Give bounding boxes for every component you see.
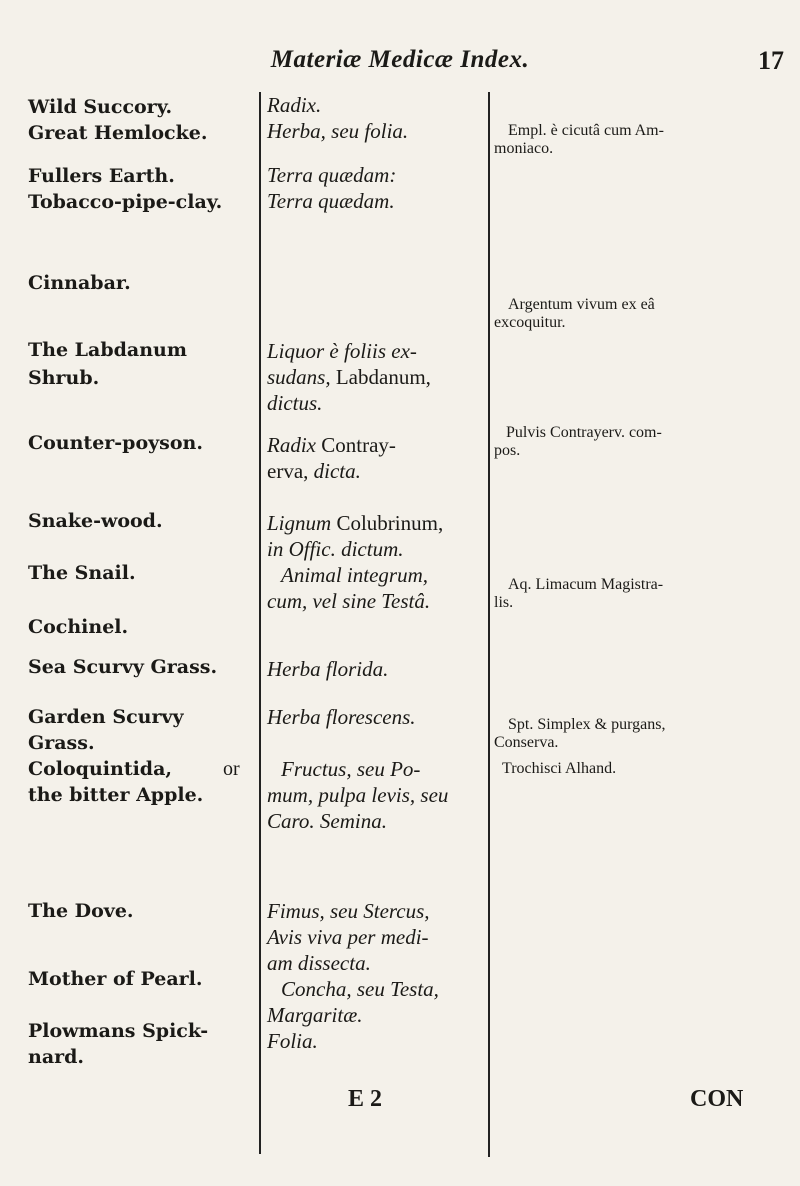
english-name-or: or bbox=[223, 758, 240, 780]
preparation: moniaco. bbox=[494, 140, 554, 157]
preparation: Aq. Limacum Magistra- bbox=[508, 576, 664, 593]
latin-description-line bbox=[267, 432, 487, 458]
english-name: Cochinel. bbox=[28, 616, 129, 638]
english-name: Sea Scurvy Grass. bbox=[28, 656, 218, 678]
latin-description: in Offic. dictum. bbox=[267, 537, 404, 561]
latin-description: Radix. bbox=[267, 93, 322, 117]
english-name: Tobacco-pipe-clay. bbox=[28, 191, 223, 213]
latin-description: Terra quædam: bbox=[267, 163, 397, 187]
latin-description: Herba florescens. bbox=[267, 705, 416, 729]
english-name: The Snail. bbox=[28, 562, 136, 584]
preparation: Trochisci Alhand. bbox=[502, 760, 617, 777]
english-name: Garden Scurvy bbox=[28, 706, 184, 728]
english-name: The Labdanum bbox=[28, 339, 187, 361]
roman-word: erva, bbox=[267, 459, 309, 483]
english-name: Fullers Earth. bbox=[28, 165, 175, 187]
latin-word: Radix bbox=[267, 433, 316, 457]
preparation: Spt. Simplex & purgans, bbox=[508, 716, 666, 733]
english-name: The Dove. bbox=[28, 900, 134, 922]
latin-description: Margaritæ. bbox=[267, 1003, 363, 1027]
latin-description-line bbox=[267, 510, 487, 536]
roman-word: Labdanum, bbox=[335, 365, 431, 389]
preparation: Pulvis Contrayerv. com- bbox=[506, 424, 662, 441]
latin-description: Animal integrum, bbox=[281, 563, 428, 587]
english-name: Snake-wood. bbox=[28, 510, 163, 532]
english-name: Coloquintida, bbox=[28, 758, 173, 780]
latin-description-line bbox=[267, 458, 487, 484]
english-name: Mother of Pearl. bbox=[28, 968, 203, 990]
english-name: Cinnabar. bbox=[28, 272, 131, 294]
preparation: excoquitur. bbox=[494, 314, 566, 331]
roman-word: Contray- bbox=[321, 433, 396, 457]
english-name: Plowmans Spick- bbox=[28, 1020, 209, 1042]
latin-description: Folia. bbox=[267, 1029, 318, 1053]
english-name: Great Hemlocke. bbox=[28, 122, 208, 144]
latin-word: Lignum bbox=[267, 511, 332, 535]
latin-description: Avis viva per medi- bbox=[267, 925, 429, 949]
english-name: Wild Succory. bbox=[28, 96, 173, 118]
english-name: nard. bbox=[28, 1046, 85, 1068]
latin-description: Herba florida. bbox=[267, 657, 389, 681]
preparation: Conserva. bbox=[494, 734, 559, 751]
english-name: the bitter Apple. bbox=[28, 784, 204, 806]
page-header-title: Materiæ Medicæ Index. bbox=[270, 46, 530, 73]
latin-description: Fructus, seu Po- bbox=[281, 757, 421, 781]
latin-description: am dissecta. bbox=[267, 951, 371, 975]
latin-description: mum, pulpa levis, seu bbox=[267, 783, 449, 807]
english-name: Counter-poyson. bbox=[28, 432, 203, 454]
latin-word: sudans, bbox=[267, 365, 331, 389]
latin-description: Herba, seu folia. bbox=[267, 119, 409, 143]
roman-word: Colubrinum, bbox=[336, 511, 444, 535]
latin-description: dictus. bbox=[267, 391, 323, 415]
latin-description-line bbox=[267, 364, 487, 390]
english-name: Grass. bbox=[28, 732, 95, 754]
latin-word: dicta. bbox=[313, 459, 361, 483]
preparation: pos. bbox=[494, 442, 521, 459]
signature-mark: E 2 bbox=[348, 1086, 383, 1112]
column-divider-left bbox=[259, 92, 261, 1154]
latin-description: cum, vel sine Testâ. bbox=[267, 589, 431, 613]
latin-description: Terra quædam. bbox=[267, 189, 395, 213]
latin-description: Caro. Semina. bbox=[267, 809, 387, 833]
latin-description: Liquor è foliis ex- bbox=[267, 339, 417, 363]
catchword: CON bbox=[690, 1086, 744, 1112]
latin-description: Concha, seu Testa, bbox=[281, 977, 439, 1001]
english-name: Shrub. bbox=[28, 367, 100, 389]
preparation: Empl. è cicutâ cum Am- bbox=[508, 122, 664, 139]
preparation: Argentum vivum ex eâ bbox=[508, 296, 655, 313]
preparation: lis. bbox=[494, 594, 514, 611]
page-number: 17 bbox=[758, 46, 784, 75]
latin-description: Fimus, seu Stercus, bbox=[267, 899, 430, 923]
